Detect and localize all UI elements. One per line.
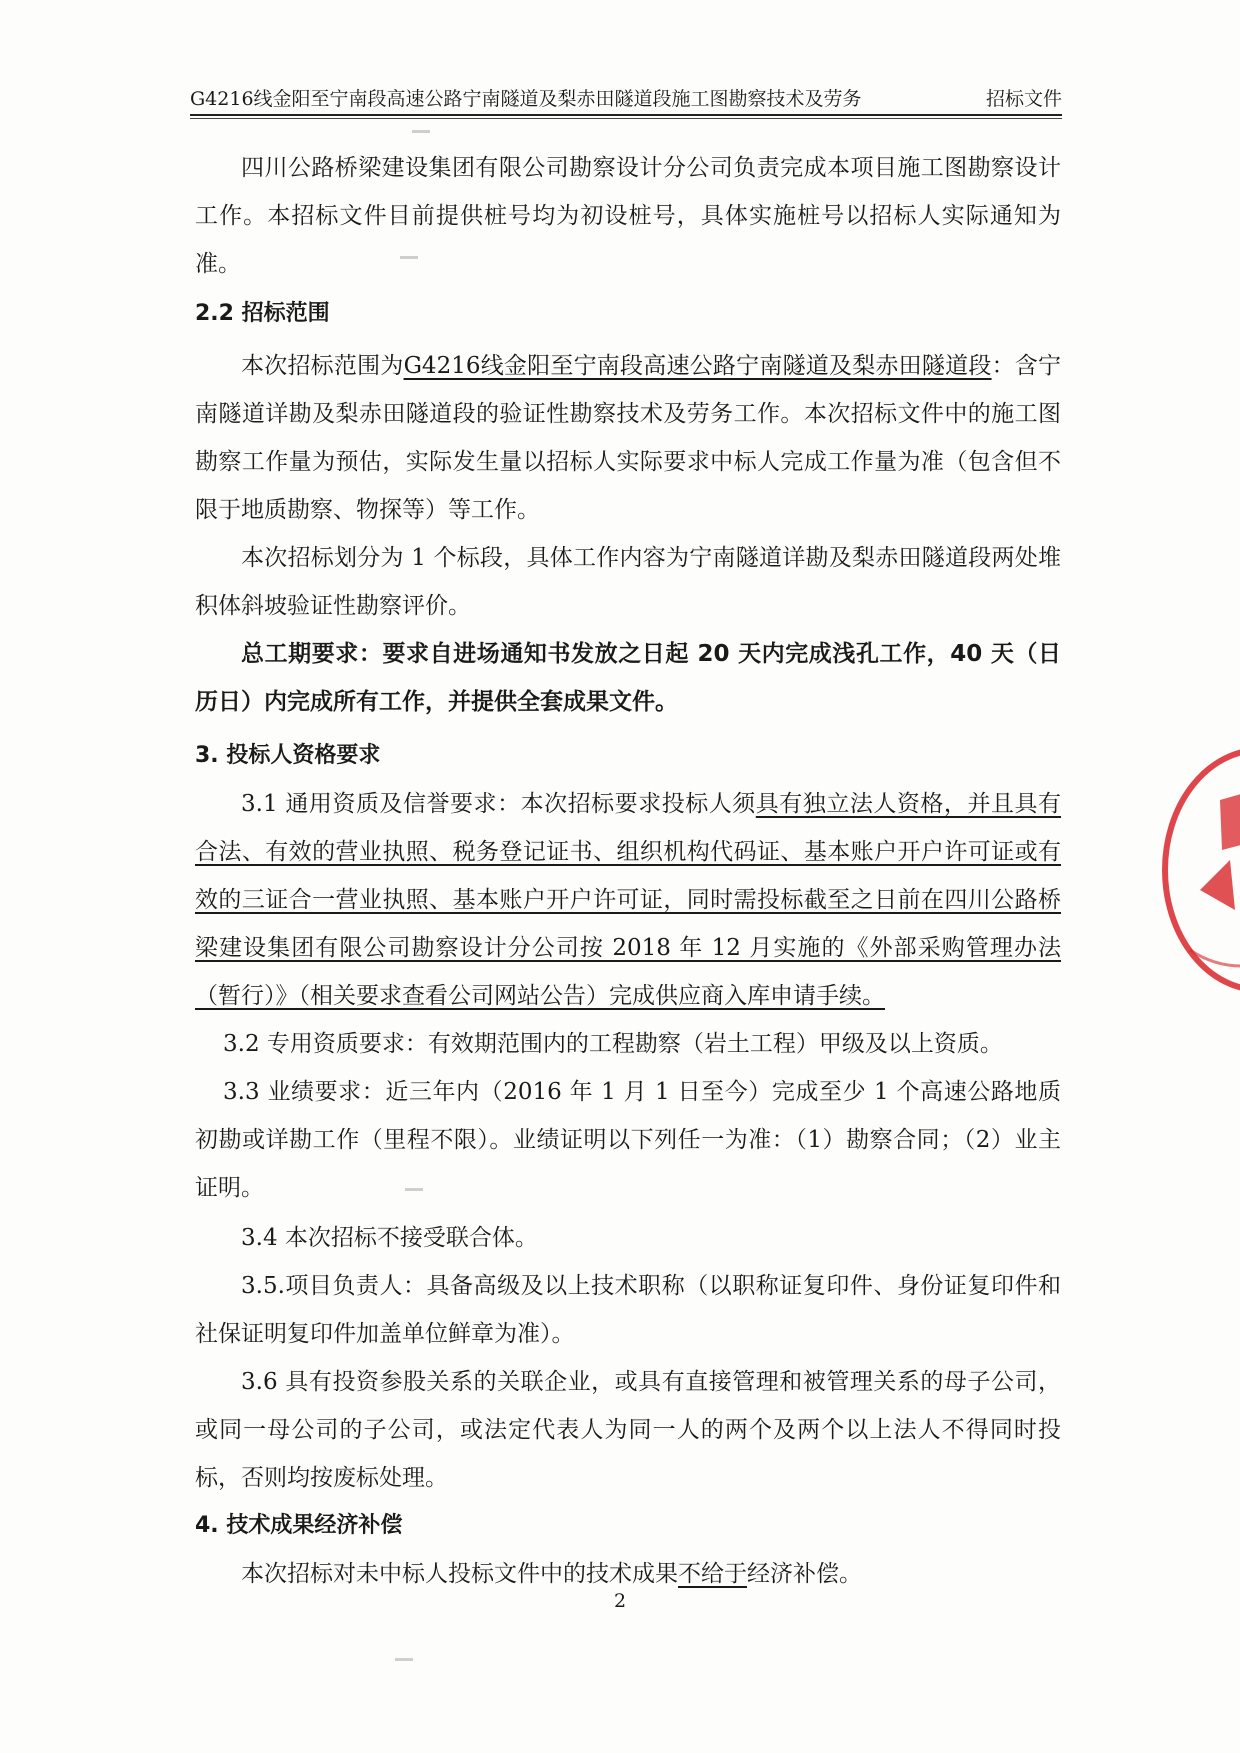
red-seal-stamp	[1160, 740, 1240, 1000]
qualification-3-5: 3.5.项目负责人：具备高级及以上技术职称（以职称证复印件、身份证复印件和社保证明复印件加盖单位鲜章为准）。	[195, 1273, 1061, 1347]
q31-text-a: 3.1 通用资质及信誉要求：本次招标要求投标人须	[241, 791, 756, 817]
scope-paragraph-1	[195, 342, 1061, 534]
comp-text-a: 本次招标对未中标人投标文件中的技术成果	[241, 1561, 678, 1587]
header-rule	[190, 118, 1062, 119]
period-paragraph: 总工期要求：要求自进场通知书发放之日起 20 天内完成浅孔工作，40 天（日历日）内完成所有工作，并提供全套成果文件。	[195, 641, 1061, 715]
scan-mark	[405, 1188, 423, 1191]
qualification-3-3: 3.3 业绩要求：近三年内（2016 年 1 月 1 日至今）完成至少 1 个高速公路地质初勘或详勘工作（里程不限）。业绩证明以下列任一为准：（1）勘察合同；（2）业主证明。	[195, 1079, 1061, 1201]
section-3-heading: 3. 投标人资格要求	[195, 743, 381, 768]
qualification-3-4: 3.4 本次招标不接受联合体。	[241, 1225, 538, 1251]
scope-text-a: 本次招标范围为	[241, 353, 404, 379]
header-title: G4216线金阳至宁南段高速公路宁南隧道及梨赤田隧道段施工图勘察技术及劳务	[190, 88, 862, 110]
q31-text-underlined: 具有独立法人资格，并且具有合法、有效的营业执照、税务登记证书、组织机构代码证、基本账户开户许可证或有效的三证合一营业执照、基本账户开户许可证，同时需投标截至之日前在四川公路桥梁建设集团有限公司勘察设计分公司按 2018 年 12 月实施的《外部采购管理办法（暂行）》（相关要求查看公司网站公告）完成供应商入库申请手续。	[195, 791, 1062, 1009]
section-4-heading: 4. 技术成果经济补偿	[195, 1513, 403, 1538]
section-2-2-heading: 2.2 招标范围	[195, 301, 330, 326]
scan-mark	[412, 130, 430, 133]
scan-mark	[395, 1658, 413, 1661]
comp-text-underlined: 不给于	[678, 1561, 747, 1587]
intro-paragraph: 四川公路桥梁建设集团有限公司勘察设计分公司负责完成本项目施工图勘察设计工作。本招标文件目前提供桩号均为初设桩号，具体实施桩号以招标人实际通知为准。	[195, 155, 1061, 277]
scope-paragraph-2: 本次招标划分为 1 个标段，具体工作内容为宁南隧道详勘及梨赤田隧道段两处堆积体斜坡验证性勘察评价。	[195, 545, 1061, 619]
document-body	[195, 144, 1061, 1598]
qualification-3-1	[195, 780, 1061, 1020]
header-doc-type: 招标文件	[985, 88, 1062, 110]
scope-project-name: G4216线金阳至宁南段高速公路宁南隧道及梨赤田隧道段	[403, 353, 992, 379]
comp-text-c: 经济补偿。	[747, 1561, 862, 1587]
qualification-3-2: 3.2 专用资质要求：有效期范围内的工程勘察（岩土工程）甲级及以上资质。	[223, 1031, 1003, 1057]
page-number: 2	[613, 1590, 627, 1612]
qualification-3-6: 3.6 具有投资参股关系的关联企业，或具有直接管理和被管理关系的母子公司，或同一母公司的子公司，或法定代表人为同一人的两个及两个以上法人不得同时投标，否则均按废标处理。	[195, 1369, 1061, 1491]
scan-mark	[400, 256, 418, 259]
scope-text-c: ：含宁南隧道详勘及梨赤田隧道段的验证性勘察技术及劳务工作。本次招标文件中的施工图勘察工作量为预估，实际发生量以招标人实际要求中标人完成工作量为准（包含但不限于地质勘察、物探等）等工作。	[195, 353, 1062, 523]
page-header	[190, 80, 1062, 116]
